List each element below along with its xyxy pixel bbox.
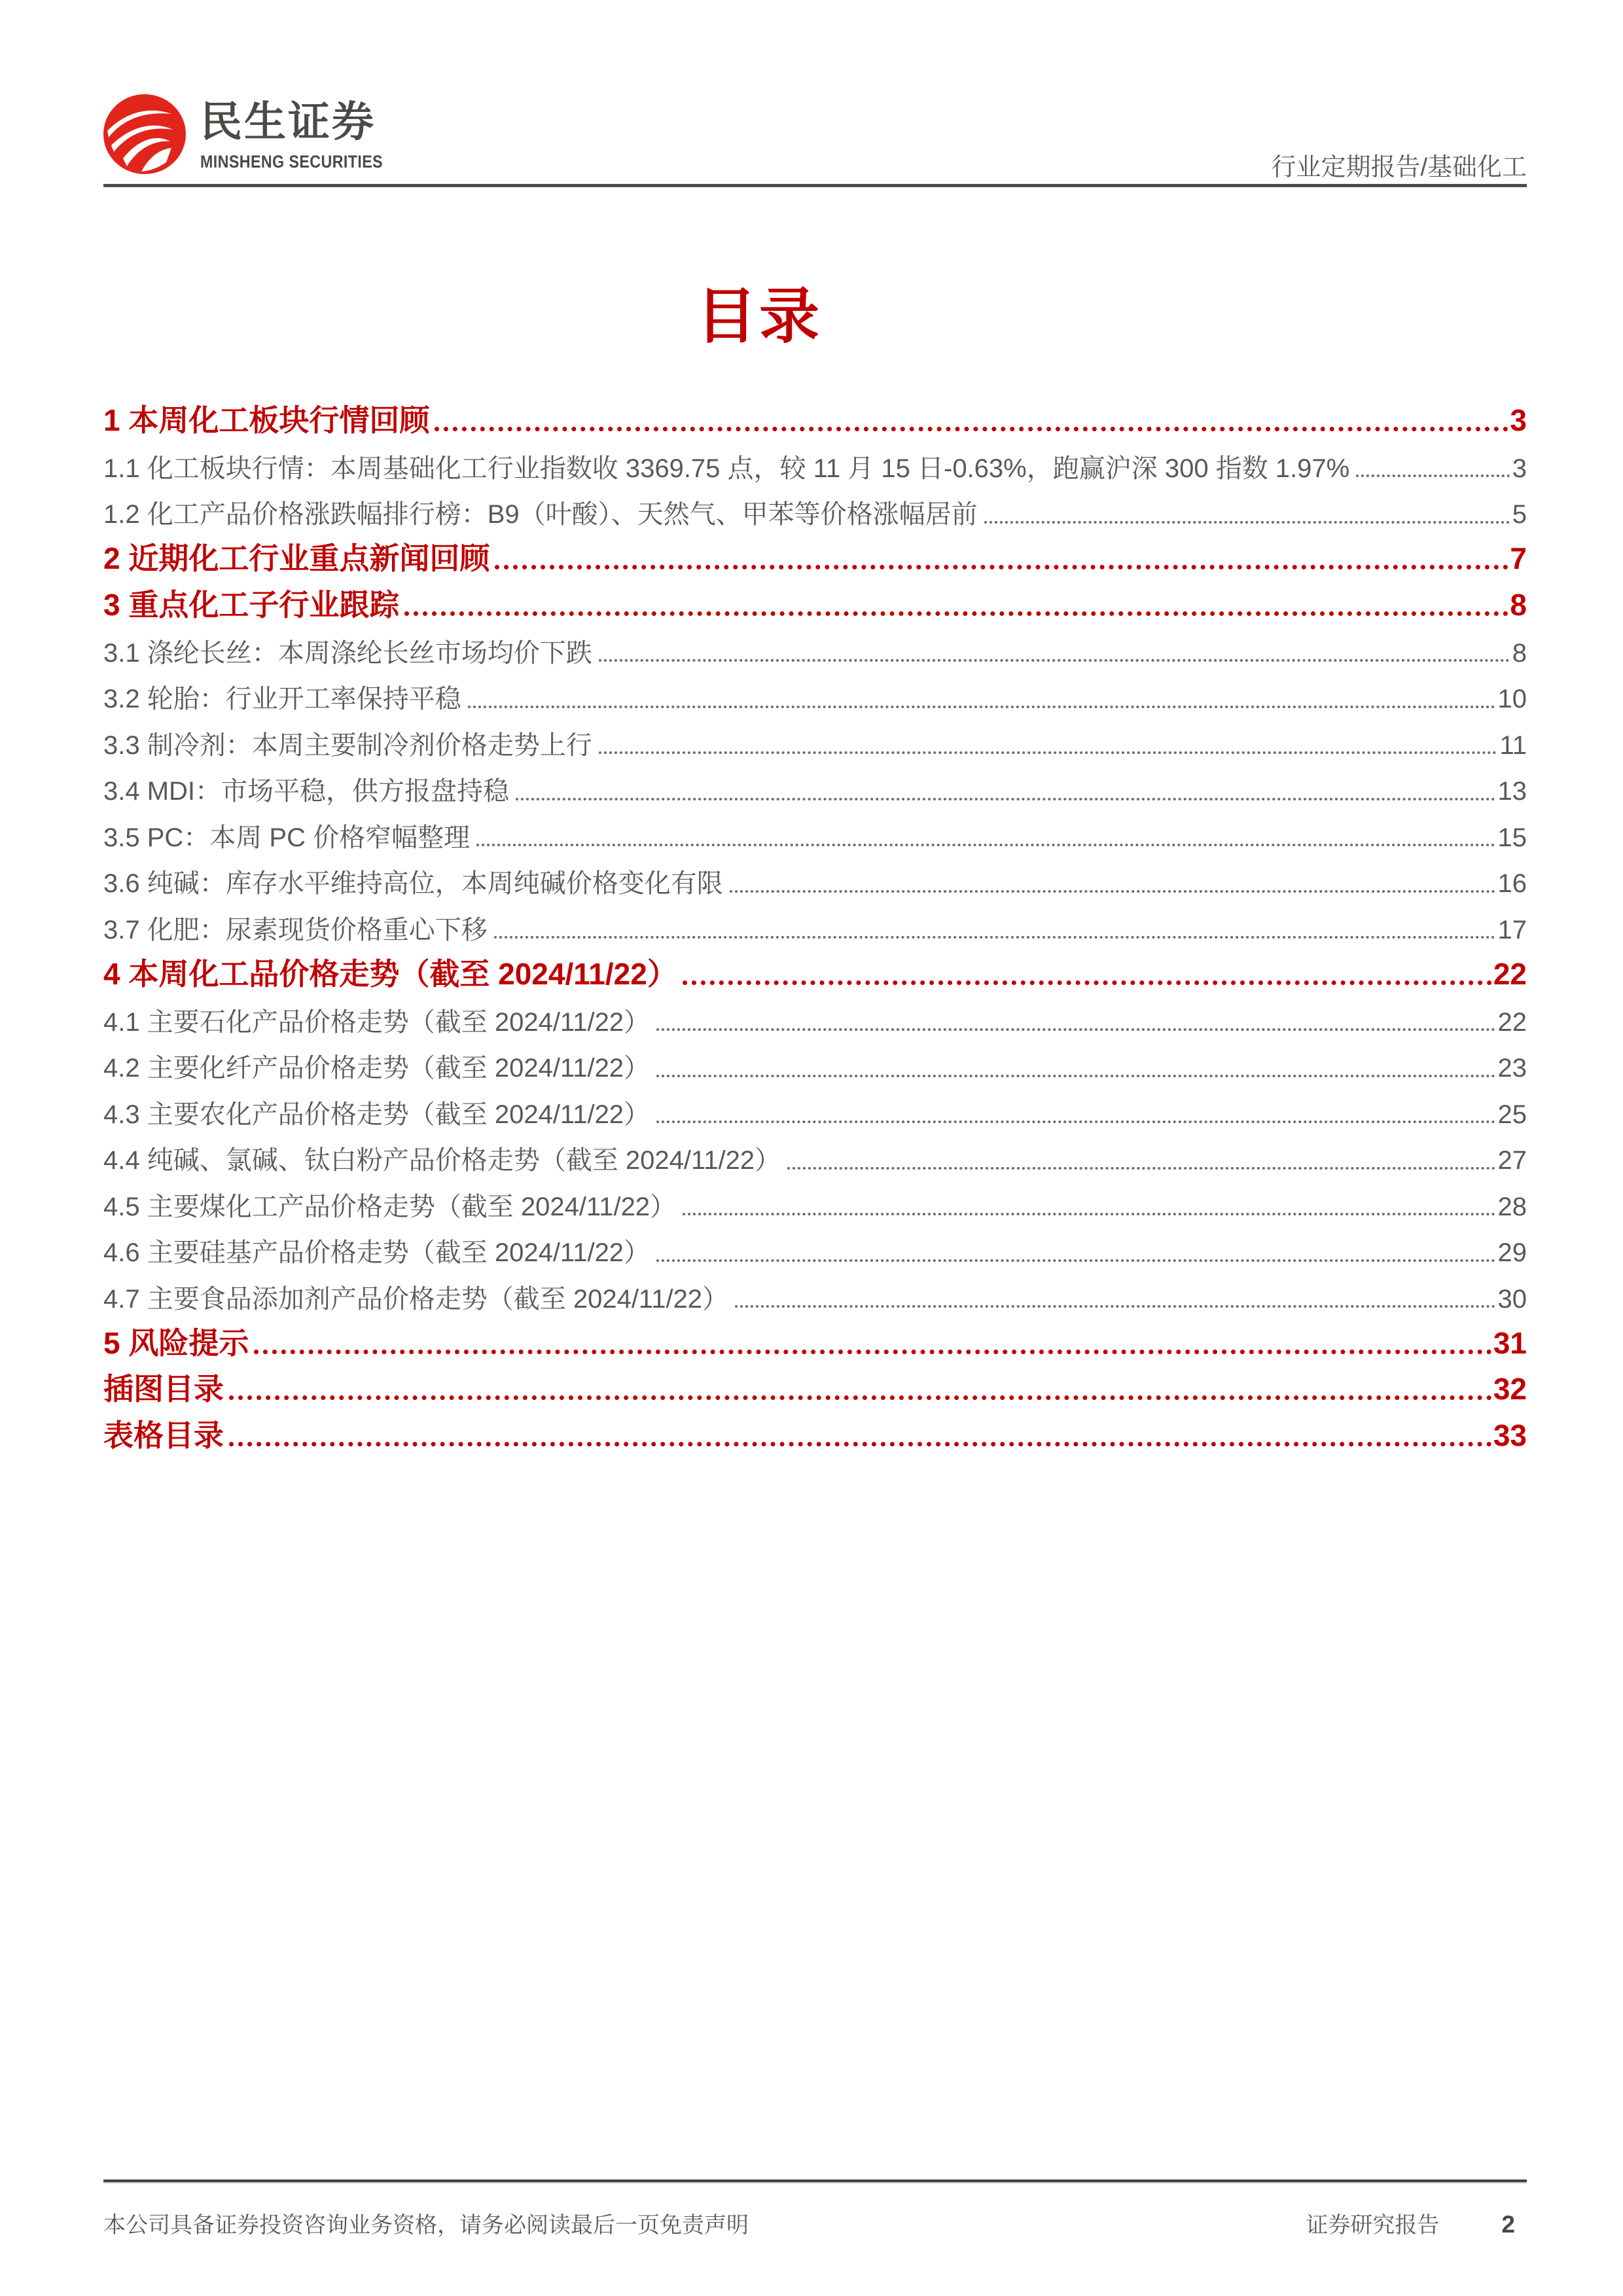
toc-dot-leader — [1356, 475, 1510, 477]
toc-entry[interactable] — [103, 580, 1527, 626]
toc-page-number: 31 — [1493, 1325, 1527, 1360]
header-brand — [103, 94, 413, 174]
toc-entry[interactable] — [103, 672, 1527, 719]
toc-page-number: 11 — [1499, 730, 1527, 760]
toc-list — [103, 395, 1527, 1457]
toc-dot-leader — [656, 1028, 1495, 1031]
toc-entry[interactable] — [103, 395, 1527, 442]
toc-entry[interactable] — [103, 1410, 1527, 1457]
toc-entry[interactable] — [103, 1318, 1527, 1365]
toc-page-number: 7 — [1510, 541, 1527, 576]
toc-page-number: 23 — [1497, 1054, 1527, 1083]
toc-dot-leader — [404, 611, 1508, 616]
toc-dot-leader — [254, 1350, 1491, 1354]
toc-page-number: 10 — [1497, 685, 1527, 714]
toc-dot-leader — [516, 798, 1495, 800]
toc-entry-label: 插图目录 — [103, 1373, 224, 1406]
toc-entry-label: 3.7 化肥：尿素现货价格重心下移 — [103, 916, 488, 944]
toc-entry-label: 4.2 主要化纤产品价格走势（截至 2024/11/22） — [103, 1054, 651, 1083]
toc-entry-label: 5 风险提示 — [103, 1327, 249, 1360]
toc-entry-label: 3.3 制冷剂：本周主要制冷剂价格走势上行 — [103, 731, 592, 760]
toc-dot-leader — [656, 1121, 1495, 1123]
toc-entry[interactable] — [103, 903, 1527, 950]
page-title: 目录 — [696, 283, 822, 350]
toc-entry-label: 3.2 轮胎：行业开工率保持平稳 — [103, 685, 461, 714]
toc-entry[interactable] — [103, 857, 1527, 903]
toc-entry[interactable] — [103, 442, 1527, 488]
footer-divider — [103, 2179, 1527, 2183]
toc-dot-leader — [656, 1075, 1495, 1077]
toc-entry-label: 4.5 主要煤化工产品价格走势（截至 2024/11/22） — [103, 1193, 677, 1221]
toc-dot-leader — [229, 1442, 1492, 1446]
toc-page-number: 13 — [1497, 777, 1527, 806]
toc-entry-label: 1 本周化工板块行情回顾 — [103, 404, 430, 437]
toc-page-number: 29 — [1497, 1238, 1527, 1268]
toc-dot-leader — [599, 659, 1510, 662]
toc-entry-label: 3.4 MDI：市场平稳，供方报盘持稳 — [103, 778, 510, 806]
footer — [103, 2207, 1527, 2239]
toc-page-number: 8 — [1512, 638, 1527, 668]
toc-dot-leader — [683, 1213, 1495, 1215]
toc-page-number: 15 — [1497, 823, 1527, 852]
toc-entry[interactable] — [103, 1041, 1527, 1088]
toc-page-number: 33 — [1493, 1418, 1527, 1452]
toc-page-number: 17 — [1497, 915, 1527, 944]
toc-entry[interactable] — [103, 719, 1527, 765]
toc-dot-leader — [435, 427, 1508, 431]
toc-entry[interactable] — [103, 626, 1527, 673]
toc-entry-label: 4.3 主要农化产品价格走势（截至 2024/11/22） — [103, 1100, 651, 1129]
toc-dot-leader — [656, 1259, 1495, 1262]
toc-entry-label: 3.1 涤纶长丝：本周涤纶长丝市场均价下跌 — [103, 639, 592, 668]
toc-entry-label: 4 本周化工品价格走势（截至 2024/11/22） — [103, 958, 677, 991]
toc-page-number: 3 — [1512, 454, 1527, 483]
toc-dot-leader — [683, 980, 1492, 985]
toc-entry-label: 2 近期化工行业重点新闻回顾 — [103, 543, 490, 575]
toc-dot-leader — [476, 844, 1495, 846]
toc-entry[interactable] — [103, 764, 1527, 811]
toc-dot-leader — [730, 890, 1495, 893]
header-divider — [103, 184, 1527, 187]
toc-dot-leader — [599, 751, 1497, 754]
toc-entry[interactable] — [103, 1088, 1527, 1134]
toc-entry-label: 4.1 主要石化产品价格走势（截至 2024/11/22） — [103, 1008, 651, 1037]
toc-dot-leader — [494, 936, 1495, 939]
toc-entry-label: 4.4 纯碱、氯碱、钛白粉产品价格走势（截至 2024/11/22） — [103, 1147, 781, 1175]
toc-dot-leader — [468, 706, 1495, 708]
toc-entry[interactable] — [103, 1226, 1527, 1272]
toc-page-number: 5 — [1512, 500, 1527, 529]
toc-dot-leader — [787, 1167, 1495, 1170]
footer-report-label: 证券研究报告 — [1306, 2213, 1440, 2238]
toc-dot-leader — [229, 1395, 1492, 1400]
toc-page-number: 8 — [1510, 587, 1527, 622]
toc-entry-label: 3 重点化工子行业跟踪 — [103, 588, 400, 622]
toc-page-number: 30 — [1497, 1284, 1527, 1314]
toc-page-number: 27 — [1497, 1146, 1527, 1175]
toc-entry[interactable] — [103, 996, 1527, 1042]
toc-entry[interactable] — [103, 1180, 1527, 1227]
toc-entry-label: 3.5 PC：本周 PC 价格窄幅整理 — [103, 823, 471, 852]
toc-entry-label: 表格目录 — [103, 1419, 224, 1452]
toc-entry[interactable] — [103, 1134, 1527, 1180]
toc-page-number: 3 — [1510, 403, 1527, 437]
toc-entry-label: 3.6 纯碱：库存水平维持高位，本周纯碱价格变化有限 — [103, 870, 723, 899]
toc-entry[interactable] — [103, 1365, 1527, 1411]
toc-page-number: 28 — [1497, 1192, 1527, 1221]
toc-page-number: 22 — [1493, 956, 1527, 991]
toc-entry[interactable] — [103, 534, 1527, 581]
toc-dot-leader — [495, 565, 1508, 569]
report-type-label: 行业定期报告/基础化工 — [1271, 154, 1527, 181]
toc-entry[interactable] — [103, 949, 1527, 996]
toc-page-number: 16 — [1497, 869, 1527, 899]
toc-dot-leader — [984, 521, 1510, 524]
toc-entry-label: 1.2 化工产品价格涨跌幅排行榜：B9（叶酸）、天然气、甲苯等价格涨幅居前 — [103, 501, 978, 529]
toc-entry[interactable] — [103, 1272, 1527, 1319]
brand-name-en: MINSHENG SECURITIES — [200, 152, 383, 171]
toc-page-number: 25 — [1497, 1100, 1527, 1129]
toc-dot-leader — [735, 1305, 1495, 1308]
brand-name-cn: 民生证券 — [200, 98, 376, 145]
toc-page-number: 22 — [1497, 1007, 1527, 1037]
toc-entry-label: 4.7 主要食品添加剂产品价格走势（截至 2024/11/22） — [103, 1285, 729, 1314]
toc-entry-label: 4.6 主要硅基产品价格走势（截至 2024/11/22） — [103, 1239, 651, 1268]
footer-disclaimer: 本公司具备证券投资咨询业务资格，请务必阅读最后一页免责声明 — [103, 2213, 749, 2238]
minsheng-logo-icon — [103, 94, 186, 174]
toc-entry[interactable] — [103, 811, 1527, 857]
toc-entry[interactable] — [103, 488, 1527, 534]
footer-page-number: 2 — [1501, 2211, 1515, 2238]
toc-page-number: 32 — [1493, 1372, 1527, 1407]
toc-entry-label: 1.1 化工板块行情：本周基础化工行业指数收 3369.75 点，较 11 月 15 日-0.63%，跑赢沪深 300 指数 1.97% — [103, 454, 1350, 483]
